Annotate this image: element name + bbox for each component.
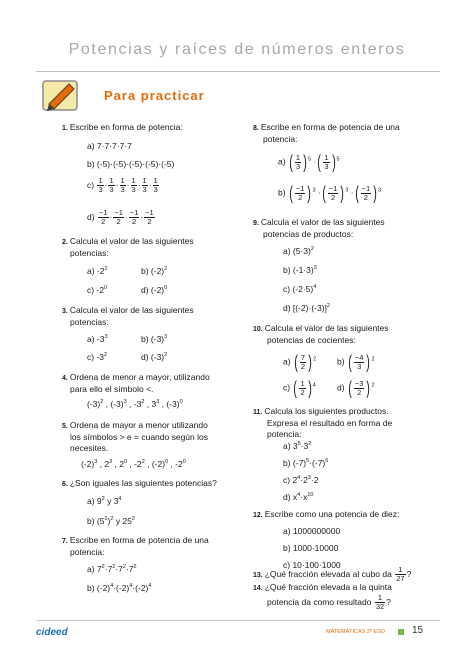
exercise-12: 12. Escribe como una potencia de diez:: [253, 509, 400, 519]
exercise-9d: d) $[(-2)\cdot(-3)]^2$: [283, 303, 330, 313]
exercise-2a: a) $-2^2$: [87, 266, 108, 276]
exercise-10d: d) ( $\frac{-3}{2}$ )$^2$: [337, 378, 375, 398]
pencil-icon: [41, 78, 81, 112]
exercise-12b: b) 1000·10000: [283, 543, 339, 553]
exercise-12a: a) 1000000000: [283, 526, 341, 536]
exercise-13: 13. ¿Qué fracción elevada al cubo da $\frac{1}{27}$ ?: [253, 565, 412, 584]
exercise-2c: c) $-2^0$: [87, 285, 108, 295]
exercise-10: 10. Calcula el valor de las siguientes potencias de cocientes:: [253, 323, 389, 345]
exercise-11b: b) $(-7)^5\cdot(-7)^6$: [283, 458, 329, 468]
exercise-1c: c) $\frac{1}{3}$ · $\frac{1}{3}$ · $\frac{1}{3}$ · $\frac{1}{3}$ · $\frac{1}{3}$ · $\frac{1}{3}$: [87, 176, 158, 194]
exercise-5: 5. Ordena de mayor a menor utilizando los símbolos > e = cuando según los necesites.: [62, 420, 208, 453]
exercise-7: 7. Escribe en forma de potencia de una potencia:: [62, 535, 209, 557]
exercise-8b: b) ( $\frac{-1}{2}$ )$^3$ ·( $\frac{-1}{2}$ )$^3$ ·( $\frac{-1}{2}$ )$^3$: [278, 183, 382, 203]
exercise-3b: b) $(-3)^3$: [141, 334, 168, 344]
exercise-7a: a) $7^2\cdot 7^2\cdot 7^2\cdot 7^2$: [87, 564, 137, 574]
exercise-3: 3. Calcula el valor de las siguientes potencias:: [62, 305, 194, 327]
exercise-6: 6. ¿Son iguales las siguientes potencias?: [62, 478, 217, 488]
exercise-14: 14. ¿Qué fracción elevada a la quinta potencia da como resultado $\frac{1}{32}$ ?: [253, 582, 392, 611]
publisher-logo: cideed: [36, 627, 68, 638]
exercise-1d: d) $\frac{-1}{2}$ · $\frac{-1}{2}$ · $\frac{-1}{2}$ · $\frac{-1}{2}$: [87, 208, 154, 226]
exercise-1b: b) (-5)·(-5)·(-5)·(-5)·(-5): [87, 159, 175, 169]
exercise-10b: b) ( $\frac{-4}{3}$ )$^2$: [337, 352, 375, 372]
exercise-9a: a) $(5\cdot 3)^2$: [283, 246, 314, 256]
page-title: Potencias y raíces de números enteros: [68, 41, 406, 58]
exercise-2: 2. Calcula el valor de las siguientes potencias:: [62, 236, 194, 258]
exercise-11d: d) $x^4\cdot x^{10}$: [283, 492, 314, 502]
exercise-9: 9. Calcula el valor de las siguientes potencias de productos:: [253, 217, 385, 239]
exercise-9c: c) $(-2\cdot 5)^4$: [283, 284, 317, 294]
exercise-1: 1. Escribe en forma de potencia:: [62, 122, 183, 132]
exercise-7b: b) $(-2)^4\cdot(-2)^4\cdot(-2)^4$: [87, 583, 152, 593]
section-title: Para practicar: [104, 88, 205, 103]
exercise-10c: c) ( $\frac{1}{2}$ )$^4$: [283, 378, 316, 398]
page-number: 15: [412, 625, 424, 636]
exercise-11: 11. Calcula los siguientes productos. Expresa el resultado en forma de potencia:: [253, 406, 393, 439]
exercise-6a: a) $9^2$ y $3^4$: [87, 496, 122, 506]
exercise-10a: a) ( $\frac{7}{2}$ )$^2$: [283, 352, 317, 372]
exercise-3c: c) $-3^2$: [87, 352, 108, 362]
exercise-12c: c) 10·100·1000: [283, 560, 341, 570]
footer-square-icon: [398, 629, 404, 635]
exercise-11a: a) $3^5\cdot 3^2$: [283, 441, 312, 451]
exercise-9b: b) $(-1\cdot 3)^3$: [283, 265, 317, 275]
exercise-1a: a) 7·7·7·7·7: [87, 141, 132, 151]
exercise-8: 8. Escribe en forma de potencia de una potencia:: [253, 122, 400, 144]
exercise-3d: d) $(-3)^2$: [141, 352, 168, 362]
exercise-8a: a) ( $\frac{1}{3}$ )$^5$ ·( $\frac{1}{3}$ )$^5$: [278, 152, 340, 172]
footer-divider: [36, 620, 440, 621]
exercise-2b: b) $(-2)^2$: [141, 266, 168, 276]
exercise-2d: d) $(-2)^0$: [141, 285, 168, 295]
exercise-5-list: $(-2)^3$ , $2^3$ , $2^0$ , $-2^2$ , $(-2)^0$ , $-2^0$: [81, 459, 186, 469]
exercise-3a: a) $-3^3$: [87, 334, 108, 344]
header-divider: [36, 71, 440, 72]
exercise-6b: b) $(5^2)^2$ y $25^2$: [87, 516, 135, 526]
exercise-11c: c) $2^4\cdot 2^3\cdot 2$: [283, 475, 319, 485]
footer-subject: MATEMÁTICAS 2º ESO: [326, 629, 386, 635]
exercise-4: 4. Ordena de menor a mayor, utilizando para ello el símbolo <.: [62, 372, 210, 394]
exercise-4-list: $(-3)^2$ , $(-3)^3$ , $-3^2$ , $3^3$ , $(-3)^0$: [87, 399, 183, 409]
